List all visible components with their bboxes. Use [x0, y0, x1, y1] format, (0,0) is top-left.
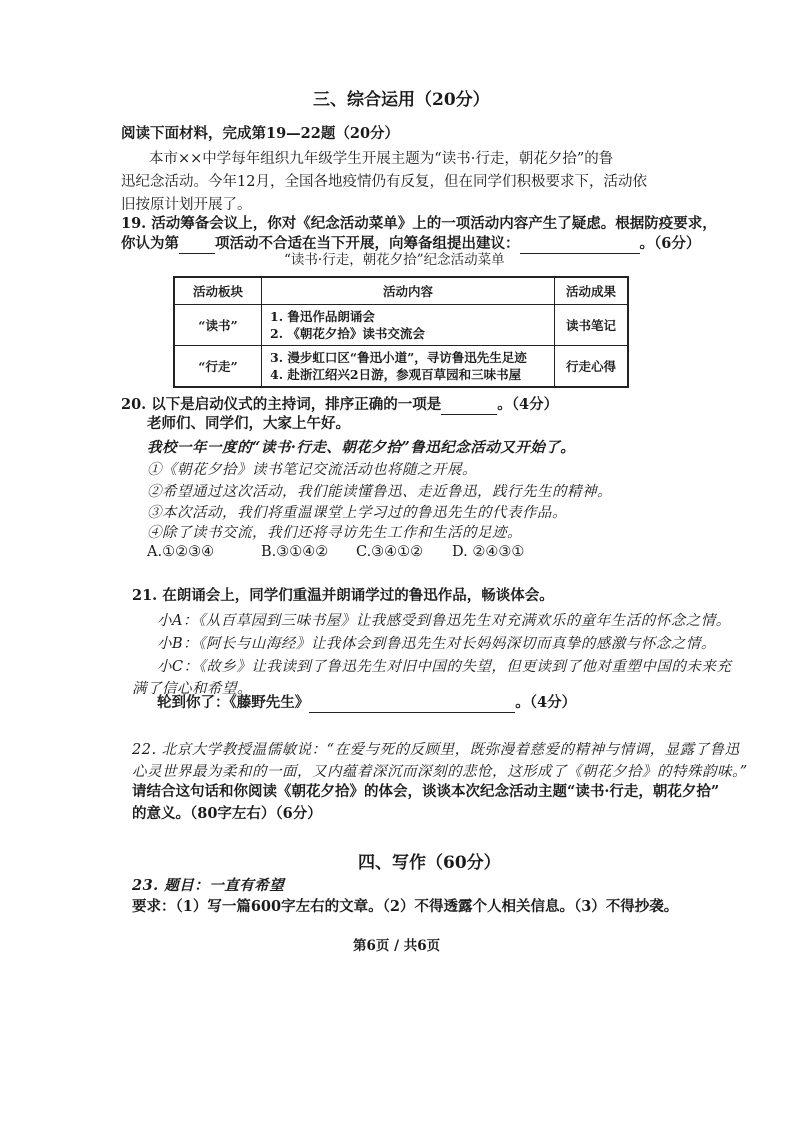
q20-option-d: D. ②④③① [452, 544, 525, 560]
table-cell-result: 行走心得 [555, 346, 629, 388]
table-caption: “读书·行走，朝花夕拾”纪念活动菜单 [284, 252, 505, 268]
intro-line-1: 本市××中学每年组织九年级学生开展主题为“读书·行走，朝花夕拾”的鲁 [149, 151, 614, 167]
table-header: 活动板块 [174, 277, 262, 305]
page-number: 第6页 / 共6页 [353, 938, 441, 954]
table-cell-block: “行走” [174, 346, 262, 388]
table-header-row [174, 277, 628, 305]
q20-option-a: A.①②③④ [147, 544, 215, 560]
q19-suggestion-blank[interactable] [520, 253, 640, 254]
reading-instruction: 阅读下面材料，完成第19—22题（20分） [121, 125, 400, 142]
table-cell-block: “读书” [174, 305, 262, 346]
q20-answer-blank[interactable] [441, 414, 497, 415]
q20-line-6: ④除了读书交流，我们还将寻访先生工作和生活的足迹。 [147, 525, 522, 541]
q21-turn-points: 。（4分） [515, 694, 577, 711]
q19-item-blank[interactable] [179, 253, 215, 254]
q20-line-3: ①《朝花夕拾》读书笔记交流活动也将随之开展。 [147, 462, 477, 478]
q20-stem-points: 。（4分） [497, 396, 559, 413]
q20-line-1: 老师们、同学们，大家上午好。 [147, 415, 350, 432]
q20-stem [121, 395, 558, 415]
q22-line-4: 的意义。（80字左右）（6分） [132, 805, 322, 822]
q21-line-b: 小B：《阿长与山海经》让我体会到鲁迅先生对长妈妈深切而真挚的感激与怀念之情。 [157, 636, 716, 652]
table-cell-result: 读书笔记 [555, 305, 629, 346]
q21-turn-text: 轮到你了：《藤野先生》 [157, 694, 310, 711]
q21-answer-blank[interactable] [309, 712, 515, 713]
activity-menu-table [173, 276, 629, 388]
q20-line-5: ③本次活动，我们将重温课堂上学习过的鲁迅先生的代表作品。 [147, 505, 567, 521]
table-cell-content [262, 305, 555, 346]
q19-text-c: 。（6分） [639, 235, 701, 252]
q22-line-2: 心灵世界最为柔和的一面，又内蕴着深沉而深刻的悲怆，这形成了《朝花夕拾》的特殊韵味。” [132, 764, 748, 780]
q22-line-1: 22. 北京大学教授温儒敏说：“在爱与死的反顾里，既弥漫着慈爱的精神与情调，显露了鲁迅 [132, 742, 740, 758]
q19-text-b: 项活动不合适在当下开展，向筹备组提出建议： [215, 235, 520, 252]
activity-item: 1. 鲁迅作品朗诵会 [270, 309, 375, 324]
activity-item: 2. 《朝花夕拾》读书交流会 [270, 326, 425, 341]
q19-text-a: 你认为第 [121, 235, 179, 252]
section-3-title: 三、综合运用（20分） [313, 90, 490, 110]
q20-option-c: C.③④①② [356, 544, 424, 560]
q21-turn [157, 693, 576, 713]
q23-requirements: 要求：（1）写一篇600字左右的文章。（2）不得透露个人相关信息。（3）不得抄袭。 [132, 898, 679, 915]
intro-line-2: 迅纪念活动。今年12月，全国各地疫情仍有反复，但在同学们积极要求下，活动依 [121, 174, 647, 190]
table-header: 活动内容 [262, 277, 555, 305]
q20-line-4: ②希望通过这次活动，我们能读懂鲁迅、走近鲁迅，践行先生的精神。 [147, 484, 612, 500]
q20-stem-text: 20. 以下是启动仪式的主持词，排序正确的一项是 [121, 396, 442, 413]
q23-title: 23. 题目：一直有希望 [132, 877, 285, 894]
table-cell-content [262, 346, 555, 388]
table-row [174, 346, 628, 388]
q21-line-a: 小A：《从百草园到三味书屋》让我感受到鲁迅先生对充满欢乐的童年生活的怀念之情。 [157, 613, 731, 629]
q19-line-1: 19. 活动筹备会议上，你对《纪念活动菜单》上的一项活动内容产生了疑虑。根据防疫要求， [121, 215, 717, 232]
q20-line-2: 我校一年一度的“读书·行走、朝花夕拾”鲁迅纪念活动又开始了。 [147, 439, 576, 456]
section-4-title: 四、写作（60分） [358, 853, 501, 873]
intro-line-3: 旧按原计划开展了。 [121, 197, 252, 213]
q21-stem: 21. 在朗诵会上，同学们重温并朗诵学过的鲁迅作品，畅谈体会。 [132, 587, 554, 604]
activity-item: 3. 漫步虹口区“鲁迅小道”，寻访鲁迅先生足迹 [270, 350, 527, 365]
q20-option-b: B.③①④② [261, 544, 329, 560]
q22-line-3: 请结合这句话和你阅读《朝花夕拾》的体会，谈谈本次纪念活动主题“读书·行走，朝花夕拾” [132, 783, 720, 800]
table-row [174, 305, 628, 346]
q21-line-c1: 小C：《故乡》让我读到了鲁迅先生对旧中国的失望，但更读到了他对重塑中国的未来充 [157, 659, 732, 675]
q21-line-c2: 满了信心和希望。 [132, 681, 252, 697]
table-header: 活动成果 [555, 277, 629, 305]
activity-item: 4. 赴浙江绍兴2日游，参观百草园和三味书屋 [270, 367, 522, 382]
